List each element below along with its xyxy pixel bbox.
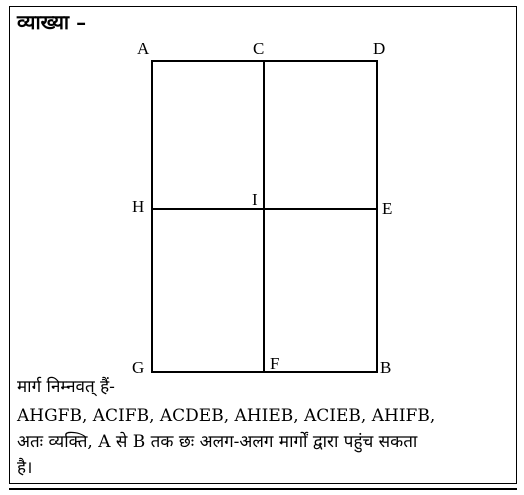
heading: व्याख्या – [17, 10, 87, 34]
point-c-label: C [253, 39, 265, 58]
conclusion-line: अतः व्यक्ति, A से B तक छः अलग-अलग मार्गों द्वारा पहुंच सकता [17, 432, 418, 452]
conclusion-line-end: है। [17, 458, 33, 478]
point-a-label: A [137, 39, 150, 58]
point-d-label: D [373, 39, 386, 58]
point-i-label: I [252, 190, 258, 209]
point-b-label: B [380, 358, 392, 377]
point-e-label: E [382, 199, 393, 218]
point-h-label: H [132, 197, 145, 216]
routes-list: AHGFB, ACIFB, ACDEB, AHIEB, ACIEB, AHIFB, [17, 406, 436, 426]
routes-intro: मार्ग निम्नवत् हैं- [17, 377, 115, 397]
bottom-divider [9, 488, 517, 490]
point-g-label: G [132, 358, 145, 377]
point-f-label: F [270, 354, 280, 373]
